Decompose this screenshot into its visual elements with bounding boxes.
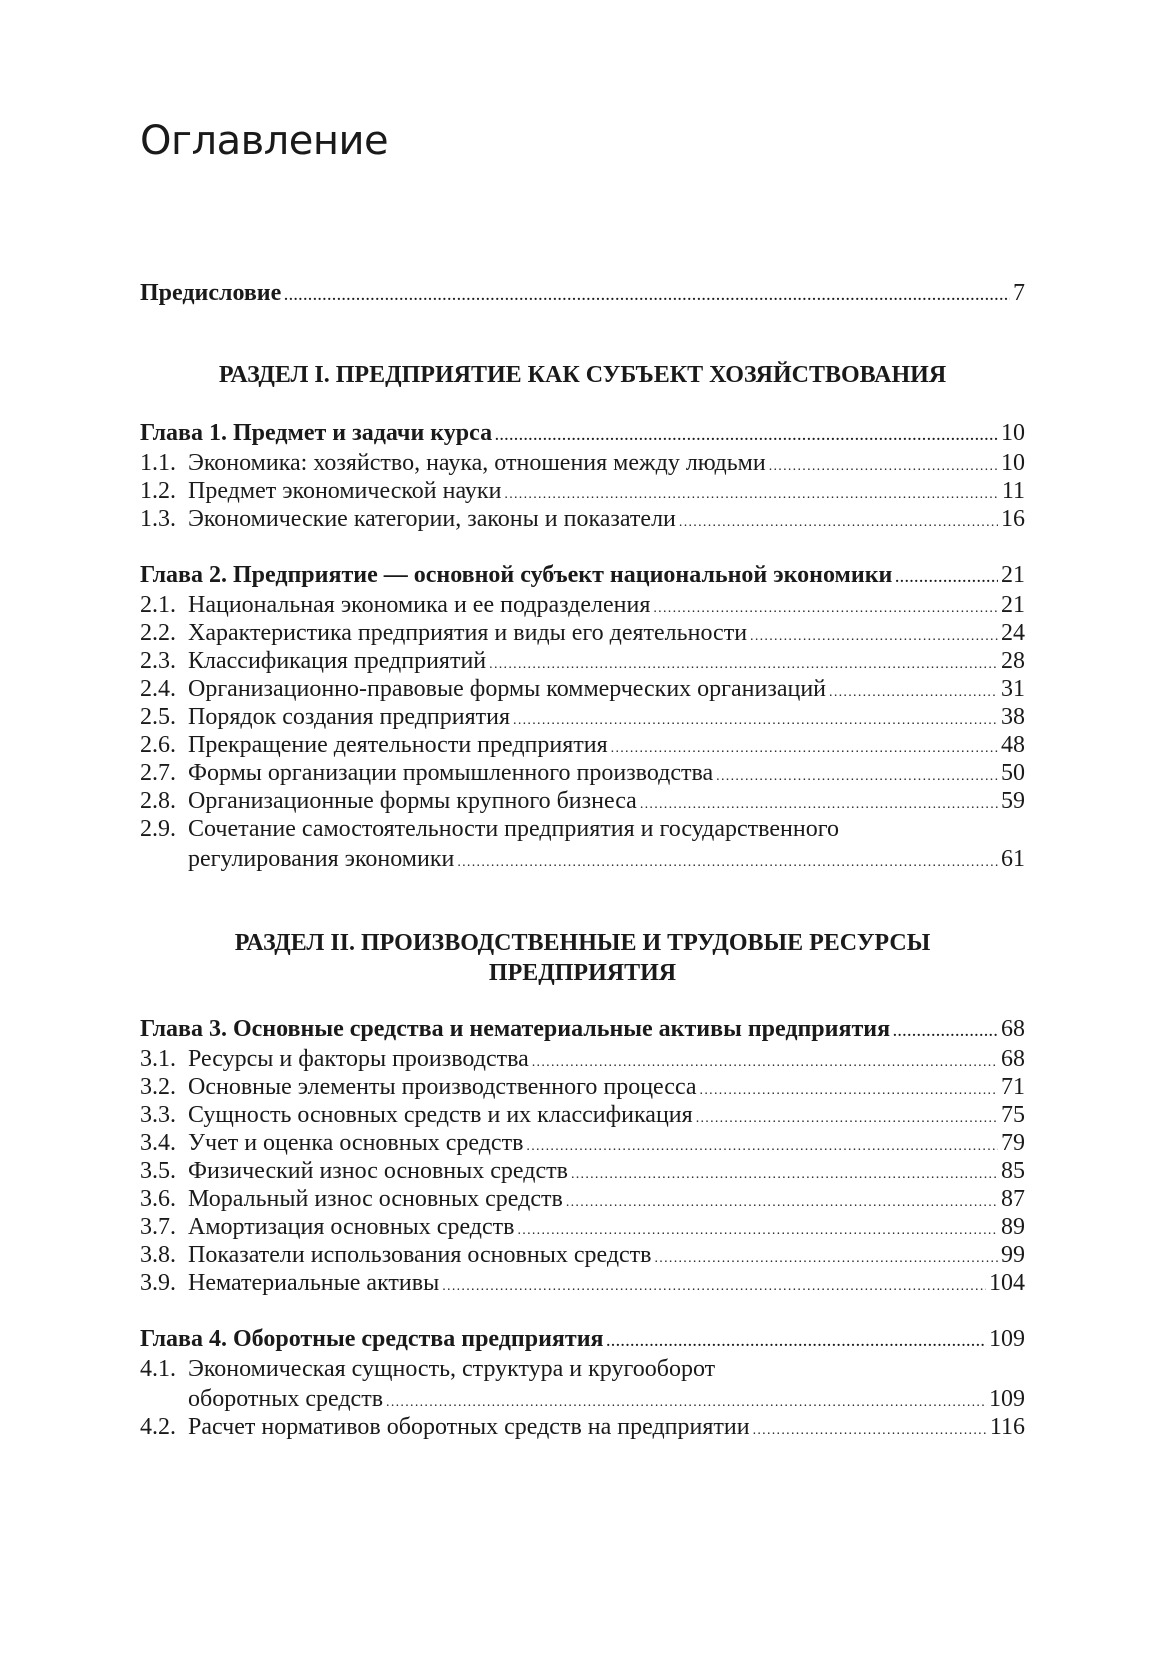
entry-label: Глава 2. Предприятие — основной субъект национальной экономики [140, 562, 893, 588]
toc-entry-4-1[interactable] [140, 1354, 1025, 1384]
dot-leader [457, 848, 998, 878]
entry-number: 3.7. [140, 1214, 176, 1240]
entry-label: Ресурсы и факторы производства [188, 1046, 529, 1072]
entry-label: Формы организации промышленного производства [188, 760, 714, 786]
entry-label-continuation: регулирования экономики [188, 846, 455, 872]
entry-label: Экономика: хозяйство, наука, отношения между людьми [188, 450, 766, 476]
entry-number: 2.5. [140, 704, 176, 730]
entry-page: 38 [1001, 704, 1025, 730]
entry-number: 3.9. [140, 1270, 176, 1296]
entry-number: 2.3. [140, 648, 176, 674]
section-heading-1: РАЗДЕЛ I. ПРЕДПРИЯТИЕ КАК СУБЪЕКТ ХОЗЯЙСТВОВАНИЯ [218, 362, 947, 388]
entry-label: Классификация предприятий [188, 648, 487, 674]
entry-label: Глава 4. Оборотные средства предприятия [140, 1326, 604, 1352]
entry-page: 50 [1001, 760, 1025, 786]
entry-page: 48 [1001, 732, 1025, 758]
entry-page: 16 [1001, 506, 1025, 532]
toc-entry-chapter-3[interactable] [140, 1014, 1025, 1048]
entry-page: 24 [1001, 620, 1025, 646]
entry-label: Сущность основных средств и их классификация [188, 1102, 693, 1128]
entry-number: 3.4. [140, 1130, 176, 1156]
entry-label: Национальная экономика и ее подразделения [188, 592, 651, 618]
entry-number: 1.3. [140, 506, 176, 532]
entry-label: Организационные формы крупного бизнеса [188, 788, 637, 814]
dot-leader [679, 508, 998, 538]
entry-page: 21 [1001, 592, 1025, 618]
toc-entry-chapter-4[interactable] [140, 1324, 1025, 1358]
entry-page: 68 [1001, 1016, 1025, 1042]
entry-label: Расчет нормативов оборотных средств на предприятии [188, 1414, 750, 1440]
entry-number: 3.2. [140, 1074, 176, 1100]
entry-number: 2.7. [140, 760, 176, 786]
entry-label: Порядок создания предприятия [188, 704, 511, 730]
toc-entry-1-3[interactable] [140, 504, 1025, 538]
entry-number: 3.3. [140, 1102, 176, 1128]
entry-page: 28 [1001, 648, 1025, 674]
dot-leader [753, 1416, 987, 1446]
entry-number: 2.1. [140, 592, 176, 618]
entry-label: Прекращение деятельности предприятия [188, 732, 608, 758]
entry-number: 2.6. [140, 732, 176, 758]
entry-page: 10 [1001, 450, 1025, 476]
toc-entry-preface[interactable] [140, 278, 1025, 312]
entry-label: Экономическая сущность, структура и кругооборот [188, 1356, 716, 1382]
entry-label: Нематериальные активы [188, 1270, 440, 1296]
toc-entry-4-2[interactable] [140, 1412, 1025, 1446]
entry-label: Физический износ основных средств [188, 1158, 568, 1184]
entry-label: Глава 3. Основные средства и нематериальные активы предприятия [140, 1016, 891, 1042]
entry-number: 4.1. [140, 1356, 176, 1382]
entry-page: 71 [1001, 1074, 1025, 1100]
entry-page: 99 [1001, 1242, 1025, 1268]
entry-number: 4.2. [140, 1414, 176, 1440]
entry-label: Предмет экономической науки [188, 478, 502, 504]
entry-page: 10 [1001, 420, 1025, 446]
entry-page: 59 [1001, 788, 1025, 814]
page-title: Оглавление [140, 118, 389, 164]
toc-entry-3-9[interactable] [140, 1268, 1025, 1302]
entry-page: 79 [1001, 1130, 1025, 1156]
entry-page: 116 [989, 1414, 1025, 1440]
entry-number: 2.8. [140, 788, 176, 814]
entry-number: 2.2. [140, 620, 176, 646]
entry-label: Основные элементы производственного процесса [188, 1074, 697, 1100]
entry-page: 104 [989, 1270, 1025, 1296]
entry-page: 87 [1001, 1186, 1025, 1212]
entry-page: 75 [1001, 1102, 1025, 1128]
entry-number: 1.1. [140, 450, 176, 476]
entry-label: Показатели использования основных средств [188, 1242, 652, 1268]
entry-number: 3.8. [140, 1242, 176, 1268]
entry-number: 2.4. [140, 676, 176, 702]
entry-label: Предисловие [140, 280, 282, 306]
entry-page: 11 [1001, 478, 1025, 504]
entry-label: Организационно-правовые формы коммерческих организаций [188, 676, 827, 702]
entry-number: 3.5. [140, 1158, 176, 1184]
entry-page: 89 [1001, 1214, 1025, 1240]
section-heading-2-line-1: РАЗДЕЛ II. ПРОИЗВОДСТВЕННЫЕ И ТРУДОВЫЕ РЕСУРСЫ [234, 930, 931, 956]
toc-entry-2-9-continuation[interactable] [188, 844, 1025, 878]
entry-label: Амортизация основных средств [188, 1214, 515, 1240]
toc-entry-chapter-1[interactable] [140, 418, 1025, 452]
dot-leader [442, 1272, 986, 1302]
entry-label: Глава 1. Предмет и задачи курса [140, 420, 493, 446]
entry-label: Учет и оценка основных средств [188, 1130, 524, 1156]
entry-page: 109 [989, 1386, 1025, 1412]
entry-number: 3.1. [140, 1046, 176, 1072]
toc-entry-chapter-2[interactable] [140, 560, 1025, 594]
entry-number: 2.9. [140, 816, 176, 842]
entry-page: 68 [1001, 1046, 1025, 1072]
entry-page: 7 [1013, 280, 1025, 306]
entry-number: 1.2. [140, 478, 176, 504]
entry-page: 61 [1001, 846, 1025, 872]
entry-label: Характеристика предприятия и виды его деятельности [188, 620, 748, 646]
entry-page: 21 [1001, 562, 1025, 588]
entry-label: Экономические категории, законы и показатели [188, 506, 676, 532]
entry-page: 85 [1001, 1158, 1025, 1184]
section-heading-2-line-2: ПРЕДПРИЯТИЯ [488, 960, 677, 986]
entry-label: Сочетание самостоятельности предприятия и государственного [188, 816, 839, 842]
toc-entry-2-9[interactable] [140, 814, 1025, 844]
entry-label-continuation: оборотных средств [188, 1386, 384, 1412]
entry-page: 31 [1001, 676, 1025, 702]
dot-leader [284, 282, 1010, 312]
entry-label: Моральный износ основных средств [188, 1186, 563, 1212]
entry-number: 3.6. [140, 1186, 176, 1212]
entry-page: 109 [989, 1326, 1025, 1352]
